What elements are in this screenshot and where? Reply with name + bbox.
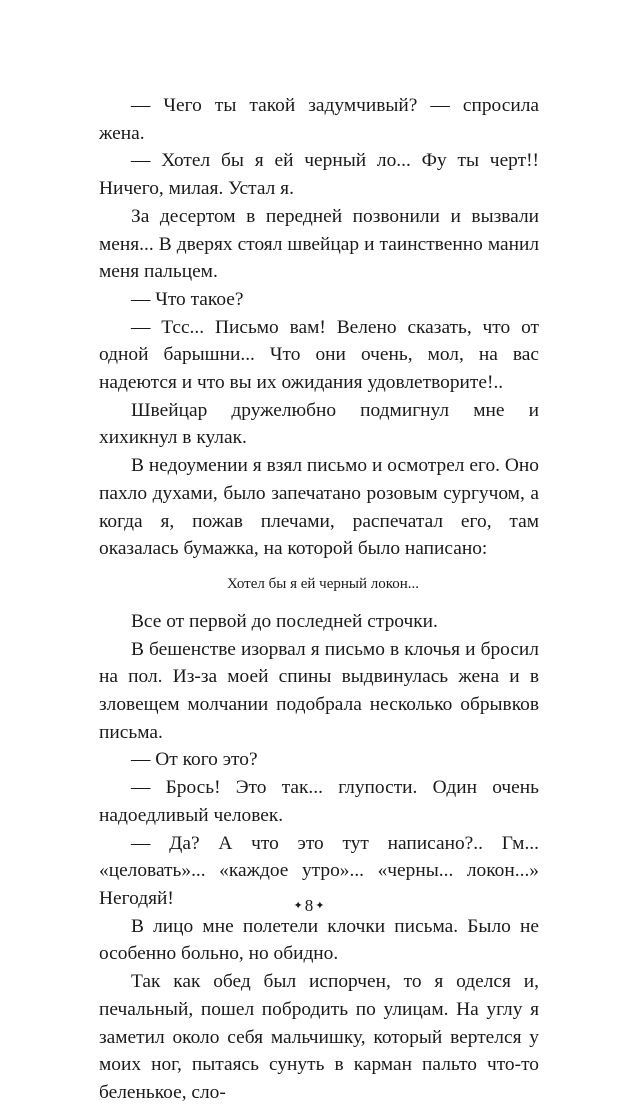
paragraph: — Тсс... Письмо вам! Велено сказать, что от одной барышни... Что они очень, мол, на вас надеются и что вы их ожидания удовлетворите!.. <box>99 316 539 394</box>
paragraph: — Брось! Это так... глупости. Один очень надоедливый человек. <box>99 777 539 826</box>
paragraph: Так как обед был испорчен, то я оделся и, печальный, пошел побродить по улицам. На углу я заметил около себя мальчишку, который вертелся у моих ног, пытаясь сунуть в карман пальто что-то беленькое, сло- <box>99 971 539 1103</box>
paragraph: — Что такое? <box>131 288 244 310</box>
paragraph: Все от первой до последней строчки. <box>131 610 438 632</box>
paragraph: — Хотел бы я ей черный ло... Фу ты черт!! Ничего, милая. Устал я. <box>99 150 539 200</box>
paragraph: В лицо мне полетели клочки письма. Было не особенно больно, но обидно. <box>99 915 539 965</box>
page-footer <box>0 895 618 917</box>
paragraph: В недоумении я взял письмо и осмотрел его. Оно пахло духами, было запечатано розовым сургучом, а когда я, пожав плечами, распечатал его, там оказалась бумажка, на которой было написано: <box>99 455 539 560</box>
page-text <box>99 92 539 1107</box>
paragraph: В бешенстве изорвал я письмо в клочья и бросил на пол. Из-за моей спины выдвинулась жена и в зловещем молчании подобрала несколько обрывков письма. <box>99 638 539 743</box>
paragraph: Швейцар дружелюбно подмигнул мне и хихикнул в кулак. <box>99 399 539 449</box>
letter-quote: Хотел бы я ей черный локон... <box>226 575 420 592</box>
paragraph: За десертом в передней позвонили и вызвали меня... В дверях стоял швейцар и таинственно манил меня пальцем. <box>99 205 539 283</box>
page-number: 8 <box>304 896 314 915</box>
paragraph: — Чего ты такой задумчивый? — спросила жена. <box>99 95 539 144</box>
ornament-left-icon: ✦ <box>293 900 303 912</box>
paragraph: — Да? А что это тут написано?.. Гм... «целовать»... «каждое утро»... «черны... локон...» Негодяй! <box>99 832 539 909</box>
paragraph: — От кого это? <box>131 749 258 771</box>
ornament-right-icon: ✦ <box>315 900 325 912</box>
